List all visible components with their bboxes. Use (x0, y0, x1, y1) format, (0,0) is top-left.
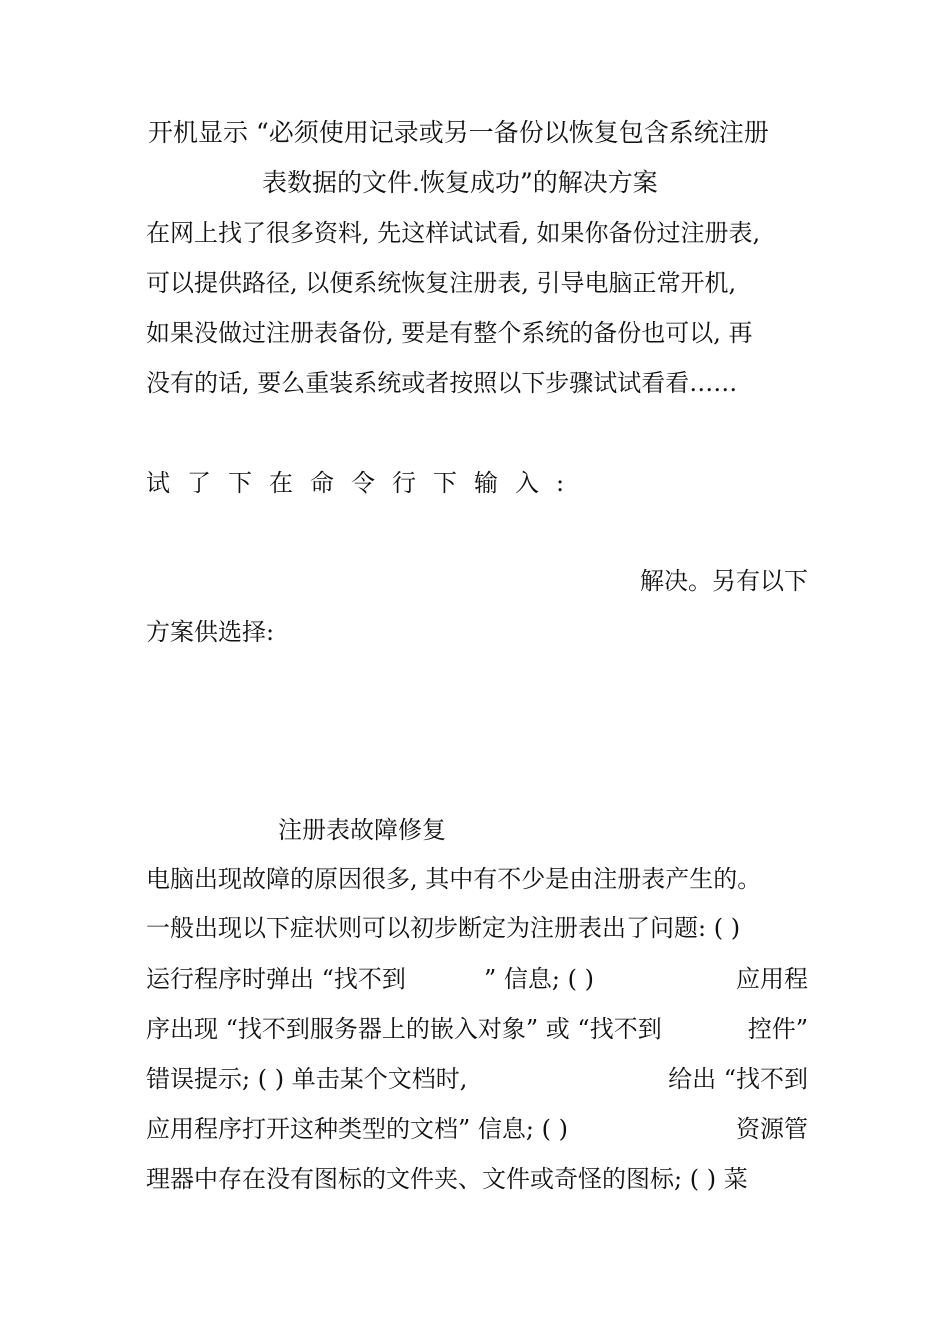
solved-text-right: 解决。另有以下 (640, 567, 808, 595)
command-line-text: 试了下在命令行下输入: (146, 469, 582, 497)
document-title-line-2: 表数据的文件.恢复成功”的解决方案 (262, 168, 658, 197)
intro-line-4: 没有的话, 要么重装系统或者按照以下步骤试试看看…… (146, 369, 738, 397)
para-line-5a: 错误提示; ( ) 单击某个文档时, (146, 1065, 468, 1093)
para-line-2: 一般出现以下症状则可以初步断定为注册表出了问题: ( ) (146, 914, 741, 942)
para-line-7: 理器中存在没有图标的文件夹、文件或奇怪的图标; ( ) 菜 (146, 1165, 748, 1193)
para-line-5b: 给出 “找不到 (668, 1065, 808, 1093)
para-line-3a: 运行程序时弹出 “找不到 (146, 965, 406, 993)
intro-line-2: 可以提供路径, 以便系统恢复注册表, 引导电脑正常开机, (146, 269, 737, 297)
section-heading: 注册表故障修复 (278, 816, 446, 844)
document-title-line-1: 开机显示 “必须使用记录或另一备份以恢复包含系统注册 (148, 118, 769, 147)
para-line-1: 电脑出现故障的原因很多, 其中有不少是由注册表产生的。 (146, 865, 762, 893)
intro-line-1: 在网上找了很多资料, 先这样试试看, 如果你备份过注册表, (146, 219, 761, 247)
para-line-3c: 应用程 (736, 965, 808, 993)
para-line-3b: ” 信息; ( ) (484, 965, 594, 993)
para-line-4a: 序出现 “找不到服务器上的嵌入对象” 或 “找不到 (146, 1015, 662, 1043)
intro-line-3: 如果没做过注册表备份, 要是有整个系统的备份也可以, 再 (146, 319, 753, 347)
para-line-6b: 资源管 (736, 1115, 808, 1143)
para-line-4b: 控件” (747, 1015, 808, 1043)
para-line-6a: 应用程序打开这种类型的文档” 信息; ( ) (146, 1115, 568, 1143)
solved-text-left: 方案供选择: (146, 618, 275, 646)
